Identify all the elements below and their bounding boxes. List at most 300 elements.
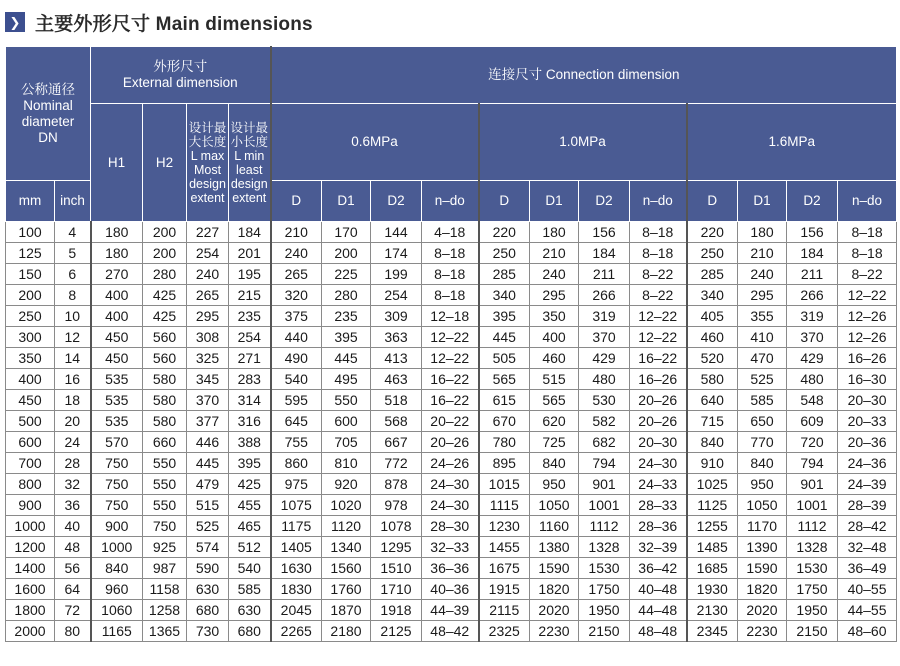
table-row xyxy=(6,369,897,390)
table-cell: 363 xyxy=(371,327,422,348)
table-cell: 505 xyxy=(479,348,530,369)
table-cell: 320 xyxy=(271,285,322,306)
table-cell: 16–22 xyxy=(422,369,479,390)
table-cell: 910 xyxy=(687,453,738,474)
table-cell: 40–48 xyxy=(630,579,687,600)
table-cell: 445 xyxy=(322,348,371,369)
header-n-do: n–do xyxy=(838,181,897,222)
header-d1: D1 xyxy=(738,181,787,222)
table-cell: 395 xyxy=(322,327,371,348)
table-cell: 156 xyxy=(579,222,630,243)
table-cell: 1380 xyxy=(530,537,579,558)
table-cell: 220 xyxy=(479,222,530,243)
table-cell: 2000 xyxy=(6,621,55,642)
table-cell: 600 xyxy=(322,411,371,432)
table-cell: 24–36 xyxy=(838,453,897,474)
table-cell: 1001 xyxy=(579,495,630,516)
table-cell: 1258 xyxy=(143,600,187,621)
table-cell: 48–42 xyxy=(422,621,479,642)
table-cell: 609 xyxy=(787,411,838,432)
table-cell: 2045 xyxy=(271,600,322,621)
table-cell: 700 xyxy=(6,453,55,474)
table-cell: 840 xyxy=(738,453,787,474)
table-cell: 860 xyxy=(271,453,322,474)
table-cell: 8–22 xyxy=(838,264,897,285)
table-cell: 5 xyxy=(55,243,91,264)
table-cell: 1485 xyxy=(687,537,738,558)
table-cell: 840 xyxy=(530,453,579,474)
table-cell: 12–22 xyxy=(422,348,479,369)
table-cell: 560 xyxy=(143,348,187,369)
table-cell: 1685 xyxy=(687,558,738,579)
table-cell: 340 xyxy=(479,285,530,306)
table-cell: 24–30 xyxy=(422,495,479,516)
table-cell: 1175 xyxy=(271,516,322,537)
table-cell: 950 xyxy=(738,474,787,495)
table-row xyxy=(6,285,897,306)
table-cell: 36–42 xyxy=(630,558,687,579)
table-cell: 32–39 xyxy=(630,537,687,558)
table-cell: 24–33 xyxy=(630,474,687,495)
table-cell: 2180 xyxy=(322,621,371,642)
table-cell: 24–30 xyxy=(630,453,687,474)
table-row xyxy=(6,621,897,642)
table-cell: 568 xyxy=(371,411,422,432)
table-cell: 580 xyxy=(143,411,187,432)
table-cell: 250 xyxy=(6,306,55,327)
table-cell: 254 xyxy=(187,243,229,264)
table-cell: 32–48 xyxy=(838,537,897,558)
table-cell: 1870 xyxy=(322,600,371,621)
table-cell: 450 xyxy=(6,390,55,411)
table-cell: 144 xyxy=(371,222,422,243)
table-cell: 199 xyxy=(371,264,422,285)
table-cell: 580 xyxy=(143,390,187,411)
table-cell: 445 xyxy=(479,327,530,348)
table-cell: 1340 xyxy=(322,537,371,558)
table-row xyxy=(6,579,897,600)
table-cell: 36–49 xyxy=(838,558,897,579)
table-cell: 20 xyxy=(55,411,91,432)
table-cell: 950 xyxy=(530,474,579,495)
table-cell: 550 xyxy=(322,390,371,411)
table-cell: 565 xyxy=(530,390,579,411)
table-cell: 585 xyxy=(738,390,787,411)
table-cell: 720 xyxy=(787,432,838,453)
table-cell: 4 xyxy=(55,222,91,243)
table-cell: 535 xyxy=(91,411,143,432)
table-cell: 1025 xyxy=(687,474,738,495)
table-cell: 375 xyxy=(271,306,322,327)
table-cell: 20–26 xyxy=(422,432,479,453)
table-cell: 4–18 xyxy=(422,222,479,243)
table-cell: 540 xyxy=(229,558,271,579)
table-cell: 200 xyxy=(6,285,55,306)
table-cell: 215 xyxy=(229,285,271,306)
table-cell: 1050 xyxy=(738,495,787,516)
table-cell: 240 xyxy=(187,264,229,285)
dimensions-table xyxy=(5,46,897,642)
table-cell: 548 xyxy=(787,390,838,411)
table-cell: 750 xyxy=(91,453,143,474)
header-inch: inch xyxy=(55,181,91,222)
table-cell: 64 xyxy=(55,579,91,600)
table-cell: 16–22 xyxy=(630,348,687,369)
table-cell: 2130 xyxy=(687,600,738,621)
table-cell: 425 xyxy=(143,306,187,327)
table-row xyxy=(6,495,897,516)
table-cell: 8 xyxy=(55,285,91,306)
table-row xyxy=(6,264,897,285)
table-cell: 125 xyxy=(6,243,55,264)
table-cell: 1120 xyxy=(322,516,371,537)
table-cell: 285 xyxy=(479,264,530,285)
header-mm: mm xyxy=(6,181,55,222)
table-cell: 12 xyxy=(55,327,91,348)
table-cell: 1295 xyxy=(371,537,422,558)
table-cell: 200 xyxy=(322,243,371,264)
table-cell: 750 xyxy=(91,474,143,495)
table-cell: 535 xyxy=(91,369,143,390)
table-cell: 680 xyxy=(187,600,229,621)
table-cell: 8–18 xyxy=(422,264,479,285)
table-cell: 180 xyxy=(530,222,579,243)
table-cell: 525 xyxy=(187,516,229,537)
table-row xyxy=(6,474,897,495)
table-cell: 480 xyxy=(787,369,838,390)
table-cell: 40 xyxy=(55,516,91,537)
table-cell: 1675 xyxy=(479,558,530,579)
table-row xyxy=(6,390,897,411)
table-cell: 8–18 xyxy=(422,243,479,264)
table-cell: 184 xyxy=(787,243,838,264)
table-cell: 308 xyxy=(187,327,229,348)
table-cell: 227 xyxy=(187,222,229,243)
section-title xyxy=(5,8,313,36)
table-cell: 283 xyxy=(229,369,271,390)
table-cell: 2345 xyxy=(687,621,738,642)
table-cell: 180 xyxy=(738,222,787,243)
header-pressure-0-6: 0.6MPa xyxy=(271,104,479,181)
table-cell: 590 xyxy=(187,558,229,579)
table-cell: 16 xyxy=(55,369,91,390)
table-cell: 32 xyxy=(55,474,91,495)
table-cell: 615 xyxy=(479,390,530,411)
table-cell: 1405 xyxy=(271,537,322,558)
table-cell: 1125 xyxy=(687,495,738,516)
table-cell: 1075 xyxy=(271,495,322,516)
table-cell: 195 xyxy=(229,264,271,285)
table-cell: 350 xyxy=(6,348,55,369)
table-cell: 200 xyxy=(143,243,187,264)
table-cell: 978 xyxy=(371,495,422,516)
table-cell: 240 xyxy=(738,264,787,285)
table-cell: 16–26 xyxy=(838,348,897,369)
table-cell: 300 xyxy=(6,327,55,348)
table-cell: 340 xyxy=(687,285,738,306)
table-cell: 395 xyxy=(479,306,530,327)
table-cell: 413 xyxy=(371,348,422,369)
table-cell: 210 xyxy=(271,222,322,243)
table-cell: 250 xyxy=(479,243,530,264)
table-cell: 1165 xyxy=(91,621,143,642)
table-cell: 100 xyxy=(6,222,55,243)
table-cell: 1000 xyxy=(6,516,55,537)
table-cell: 550 xyxy=(143,474,187,495)
table-cell: 1060 xyxy=(91,600,143,621)
table-cell: 40–36 xyxy=(422,579,479,600)
table-cell: 210 xyxy=(738,243,787,264)
table-cell: 8–18 xyxy=(422,285,479,306)
table-cell: 400 xyxy=(530,327,579,348)
table-cell: 540 xyxy=(271,369,322,390)
table-cell: 660 xyxy=(143,432,187,453)
table-cell: 28–42 xyxy=(838,516,897,537)
table-cell: 1015 xyxy=(479,474,530,495)
table-cell: 12–22 xyxy=(630,327,687,348)
table-cell: 1560 xyxy=(322,558,371,579)
table-cell: 630 xyxy=(187,579,229,600)
table-cell: 10 xyxy=(55,306,91,327)
table-cell: 525 xyxy=(738,369,787,390)
table-cell: 12–22 xyxy=(630,306,687,327)
table-cell: 705 xyxy=(322,432,371,453)
table-cell: 271 xyxy=(229,348,271,369)
table-cell: 48–48 xyxy=(630,621,687,642)
table-cell: 520 xyxy=(687,348,738,369)
header-external-dimension: 外形尺寸 External dimension xyxy=(91,47,271,104)
table-cell: 901 xyxy=(579,474,630,495)
table-cell: 8–18 xyxy=(630,243,687,264)
table-cell: 730 xyxy=(187,621,229,642)
header-h1: H1 xyxy=(91,104,143,222)
table-cell: 2325 xyxy=(479,621,530,642)
table-cell: 1365 xyxy=(143,621,187,642)
table-cell: 1530 xyxy=(787,558,838,579)
table-cell: 1918 xyxy=(371,600,422,621)
header-d: D xyxy=(479,181,530,222)
table-cell: 630 xyxy=(229,600,271,621)
table-row xyxy=(6,600,897,621)
table-cell: 370 xyxy=(187,390,229,411)
table-cell: 515 xyxy=(530,369,579,390)
table-cell: 1112 xyxy=(579,516,630,537)
table-cell: 445 xyxy=(187,453,229,474)
table-cell: 150 xyxy=(6,264,55,285)
table-cell: 640 xyxy=(687,390,738,411)
table-row xyxy=(6,243,897,264)
table-cell: 565 xyxy=(479,369,530,390)
table-cell: 574 xyxy=(187,537,229,558)
table-cell: 184 xyxy=(579,243,630,264)
header-d1: D1 xyxy=(322,181,371,222)
table-cell: 901 xyxy=(787,474,838,495)
table-cell: 156 xyxy=(787,222,838,243)
table-cell: 8–18 xyxy=(838,222,897,243)
table-cell: 2230 xyxy=(530,621,579,642)
table-cell: 44–48 xyxy=(630,600,687,621)
table-cell: 24–39 xyxy=(838,474,897,495)
table-cell: 2150 xyxy=(787,621,838,642)
table-cell: 450 xyxy=(91,348,143,369)
table-cell: 1530 xyxy=(579,558,630,579)
table-cell: 480 xyxy=(579,369,630,390)
table-cell: 280 xyxy=(322,285,371,306)
header-connection-dimension: 连接尺寸 Connection dimension xyxy=(271,47,897,104)
table-cell: 295 xyxy=(738,285,787,306)
table-cell: 1830 xyxy=(271,579,322,600)
table-cell: 170 xyxy=(322,222,371,243)
header-d2: D2 xyxy=(579,181,630,222)
table-cell: 8–18 xyxy=(630,222,687,243)
table-cell: 715 xyxy=(687,411,738,432)
table-cell: 470 xyxy=(738,348,787,369)
header-n-do: n–do xyxy=(422,181,479,222)
table-cell: 180 xyxy=(91,222,143,243)
table-cell: 1078 xyxy=(371,516,422,537)
table-cell: 8–18 xyxy=(838,243,897,264)
header-h2: H2 xyxy=(143,104,187,222)
table-cell: 680 xyxy=(229,621,271,642)
table-cell: 1000 xyxy=(91,537,143,558)
table-cell: 2230 xyxy=(738,621,787,642)
table-cell: 1170 xyxy=(738,516,787,537)
table-cell: 490 xyxy=(271,348,322,369)
table-cell: 1328 xyxy=(579,537,630,558)
table-cell: 495 xyxy=(322,369,371,390)
table-cell: 44–39 xyxy=(422,600,479,621)
table-cell: 429 xyxy=(787,348,838,369)
table-cell: 515 xyxy=(187,495,229,516)
table-cell: 645 xyxy=(271,411,322,432)
table-cell: 28–39 xyxy=(838,495,897,516)
table-cell: 460 xyxy=(687,327,738,348)
table-cell: 667 xyxy=(371,432,422,453)
table-cell: 1600 xyxy=(6,579,55,600)
table-cell: 388 xyxy=(229,432,271,453)
page-title: 主要外形尺寸 Main dimensions xyxy=(35,13,313,35)
table-cell: 670 xyxy=(479,411,530,432)
table-cell: 585 xyxy=(229,579,271,600)
table-cell: 1750 xyxy=(579,579,630,600)
table-cell: 12–22 xyxy=(838,285,897,306)
table-cell: 16–22 xyxy=(422,390,479,411)
table-cell: 20–36 xyxy=(838,432,897,453)
table-cell: 1590 xyxy=(530,558,579,579)
table-row xyxy=(6,222,897,243)
table-cell: 750 xyxy=(91,495,143,516)
table-cell: 266 xyxy=(579,285,630,306)
table-cell: 1950 xyxy=(579,600,630,621)
table-cell: 16–30 xyxy=(838,369,897,390)
table-cell: 345 xyxy=(187,369,229,390)
table-cell: 48 xyxy=(55,537,91,558)
table-cell: 550 xyxy=(143,453,187,474)
table-cell: 560 xyxy=(143,327,187,348)
table-row xyxy=(6,453,897,474)
table-cell: 650 xyxy=(738,411,787,432)
table-cell: 479 xyxy=(187,474,229,495)
table-cell: 1800 xyxy=(6,600,55,621)
table-cell: 840 xyxy=(91,558,143,579)
table-cell: 174 xyxy=(371,243,422,264)
table-cell: 440 xyxy=(271,327,322,348)
table-cell: 319 xyxy=(787,306,838,327)
table-cell: 900 xyxy=(6,495,55,516)
table-cell: 2125 xyxy=(371,621,422,642)
table-cell: 1750 xyxy=(787,579,838,600)
table-cell: 682 xyxy=(579,432,630,453)
table-cell: 400 xyxy=(91,285,143,306)
table-cell: 18 xyxy=(55,390,91,411)
table-cell: 1590 xyxy=(738,558,787,579)
table-cell: 1200 xyxy=(6,537,55,558)
table-cell: 446 xyxy=(187,432,229,453)
table-cell: 265 xyxy=(187,285,229,306)
table-cell: 1930 xyxy=(687,579,738,600)
table-row xyxy=(6,432,897,453)
table-cell: 920 xyxy=(322,474,371,495)
table-cell: 429 xyxy=(579,348,630,369)
table-cell: 12–26 xyxy=(838,327,897,348)
table-cell: 770 xyxy=(738,432,787,453)
table-cell: 285 xyxy=(687,264,738,285)
table-cell: 518 xyxy=(371,390,422,411)
table-cell: 425 xyxy=(229,474,271,495)
table-cell: 355 xyxy=(738,306,787,327)
table-cell: 235 xyxy=(322,306,371,327)
table-cell: 1820 xyxy=(738,579,787,600)
table-cell: 210 xyxy=(530,243,579,264)
header-nominal-diameter: 公称通径 Nominal diameter DN xyxy=(6,47,91,181)
table-cell: 455 xyxy=(229,495,271,516)
table-cell: 1710 xyxy=(371,579,422,600)
table-cell: 72 xyxy=(55,600,91,621)
table-cell: 600 xyxy=(6,432,55,453)
table-cell: 201 xyxy=(229,243,271,264)
table-cell: 220 xyxy=(687,222,738,243)
table-cell: 570 xyxy=(91,432,143,453)
table-cell: 28–36 xyxy=(630,516,687,537)
table-cell: 878 xyxy=(371,474,422,495)
table-cell: 582 xyxy=(579,411,630,432)
table-cell: 8–22 xyxy=(630,264,687,285)
table-cell: 410 xyxy=(738,327,787,348)
table-cell: 900 xyxy=(91,516,143,537)
table-cell: 309 xyxy=(371,306,422,327)
table-cell: 780 xyxy=(479,432,530,453)
table-cell: 350 xyxy=(530,306,579,327)
table-cell: 620 xyxy=(530,411,579,432)
table-cell: 460 xyxy=(530,348,579,369)
table-cell: 36–36 xyxy=(422,558,479,579)
table-cell: 240 xyxy=(530,264,579,285)
table-cell: 48–60 xyxy=(838,621,897,642)
table-cell: 211 xyxy=(787,264,838,285)
table-cell: 1510 xyxy=(371,558,422,579)
table-cell: 8–22 xyxy=(630,285,687,306)
table-row xyxy=(6,327,897,348)
table-row xyxy=(6,411,897,432)
table-cell: 184 xyxy=(229,222,271,243)
table-cell: 12–22 xyxy=(422,327,479,348)
table-cell: 319 xyxy=(579,306,630,327)
table-cell: 36 xyxy=(55,495,91,516)
table-cell: 794 xyxy=(787,453,838,474)
header-lmin: 设计最 小长度 L min least design extent xyxy=(229,104,271,222)
table-cell: 530 xyxy=(579,390,630,411)
table-cell: 270 xyxy=(91,264,143,285)
